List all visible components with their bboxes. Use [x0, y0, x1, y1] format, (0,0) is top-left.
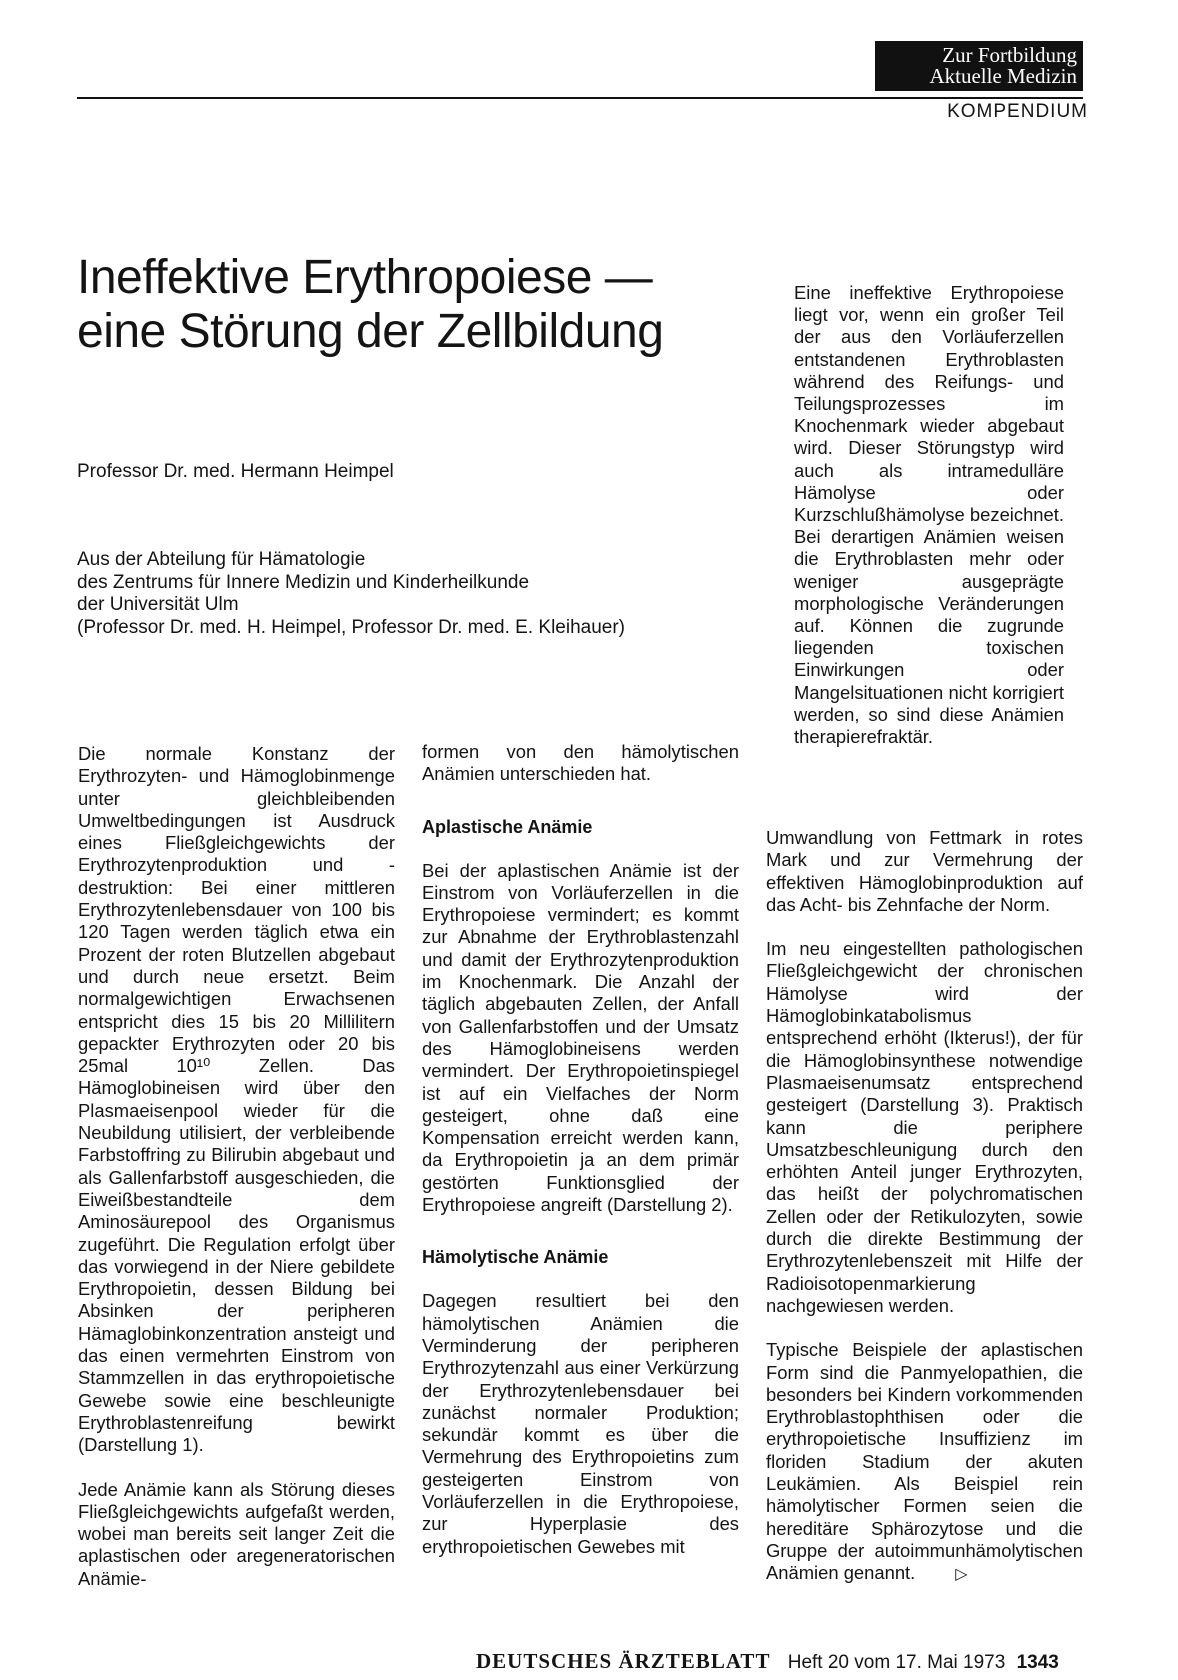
column-2	[422, 741, 739, 1580]
title-line-1: Ineffektive Erythropoiese —	[77, 251, 653, 304]
paragraph-text: Typische Beispiele der aplastischen Form sind die Panmyelopathien, die besonders bei Kindern vorkommenden Erythroblastophthisen oder die erythropoietische Insuffizienz im floriden Stadium der akuten Leukämien. Als Beispiel rein hämolytischer Formen seien die hereditäre Sphärozytose und die Gruppe der autoimmunhämolytischen Anämien genannt.	[766, 1339, 1083, 1584]
journal-name: DEUTSCHES ÄRZTEBLATT	[476, 1649, 771, 1673]
paragraph: Bei der aplastischen Anämie ist der Einstrom von Vorläuferzellen in die Erythropoiese vermindert; es kommt zur Abnahme der Erythroblastenzahl und damit der Erythrozytenproduktion im Knochenmark. Die Anzahl der täglich abgebauten Zellen, der Anfall von Gallenfarbstoffen und der Umsatz des Hämoglobineisens werden vermindert. Der Erythropoietinspiegel ist auf ein Vielfaches der Norm gesteigert, ohne daß eine Kompensation erreicht werden kann, da Erythropoietin ja an dem primär gestörten Funktionsglied der Erythropoiese angreift (Darstellung 2).	[422, 859, 739, 1216]
badge-line-2: Aktuelle Medizin	[929, 64, 1077, 88]
section-heading: Aplastische Anämie	[422, 816, 593, 837]
paragraph: formen von den hämolytischen Anämien unterschieden hat.	[422, 741, 739, 785]
abstract: Eine ineffektive Erythropoiese liegt vor, wenn ein großer Teil der aus den Vorläuferzellen entstandenen Erythroblasten während des Reifungs- und Teilungsprozesses im Knochenmark wieder abgebaut wird. Dieser Störungstyp wird auch als intramedulläre Hämolyse oder Kurzschlußhämolyse bezeichnet. Bei derartigen Anämien weisen die Erythroblasten mehr oder weniger ausgeprägte morphologische Veränderungen auf. Können die zugrunde liegenden toxischen Einwirkungen oder Mangelsituationen nicht korrigiert werden, so sind diese Anämien therapierefraktär.	[794, 282, 1064, 748]
affiliation-line: Aus der Abteilung für Hämatologie	[77, 549, 366, 570]
paragraph: Jede Anämie kann als Störung dieses Fließgleichgewichts aufgefaßt werden, wobei man bereits seit langer Zeit die aplastischen oder aregeneratorischen Anämie-	[78, 1478, 395, 1589]
section-heading: Hämolytische Anämie	[422, 1247, 609, 1268]
issue-info: Heft 20 vom 17. Mai 1973	[787, 1652, 1006, 1673]
title-line-2: eine Störung der Zellbildung	[77, 305, 664, 358]
paragraph	[766, 1339, 1083, 1586]
badge-line-1: Zur Fortbildung	[942, 43, 1077, 67]
footer	[476, 1649, 1059, 1674]
article-title	[77, 251, 737, 359]
column-3	[766, 827, 1083, 1609]
paragraph: Im neu eingestellten pathologischen Fließgleichgewicht der chronischen Hämolyse wird der Hämoglobinkatabolismus entsprechend erhöht (Ikterus!), der für die Hämoglobinsynthese notwendige Plasmaeisenumsatz entsprechend gesteigert (Darstellung 3). Praktisch kann die periphere Umsatzbeschleunigung durch den erhöhten Anteil junger Erythrozyten, das heißt der polychromatischen Zellen oder der Retikulozyten, sowie durch die direkte Bestimmung der Erythrozytenlebenszeit mit Hilfe der Radioisotopenmarkierung nachgewiesen werden.	[766, 938, 1083, 1316]
page-number: 1343	[1016, 1652, 1059, 1673]
affiliation	[77, 549, 625, 639]
section-badge	[875, 41, 1083, 91]
author: Professor Dr. med. Hermann Heimpel	[77, 461, 394, 482]
paragraph: Die normale Konstanz der Erythrozyten- und Hämoglobinmenge unter gleichbleibenden Umweltbedingungen ist Ausdruck eines Fließgleichgewichts der Erythrozytenproduktion und -destruktion: Bei einer mittleren Erythrozytenlebensdauer von 100 bis 120 Tagen werden täglich etwa ein Prozent der roten Blutzellen abgebaut und durch neue ersetzt. Beim normalgewichtigen Erwachsenen entspricht dies 15 bis 20 Millilitern gepackter Erythrozyten oder 20 bis 25mal 10¹⁰ Zellen. Das Hämoglobineisen wird über den Plasmaeisenpool wieder für die Neubildung utilisiert, der verbleibende Farbstoffring zu Bilirubin abgebaut und als Gallenfarbstoff ausgeschieden, die Eiweißbestandteile dem Aminosäurepool des Organismus zugeführt. Die Regulation erfolgt über das vorwiegend in der Niere gebildete Erythropoietin, dessen Bildung bei Absinken der peripheren Hämaglobinkonzentration ansteigt und das einen vermehrten Einstrom von Stammzellen in das erythropoietische Gewebe sowie eine beschleunigte Erythroblastenreifung bewirkt (Darstellung 1).	[78, 743, 395, 1456]
column-1	[78, 743, 395, 1612]
affiliation-line: der Universität Ulm	[77, 594, 239, 615]
continue-arrow-icon: ▷	[955, 1566, 968, 1584]
paragraph: Umwandlung von Fettmark in rotes Mark und zur Vermehrung der effektiven Hämoglobinproduktion auf das Acht- bis Zehnfache der Norm.	[766, 827, 1083, 915]
header-rule	[77, 97, 1083, 99]
paragraph: Dagegen resultiert bei den hämolytischen Anämien die Verminderung der peripheren Erythrozytenzahl aus einer Verkürzung der Erythrozytenlebensdauer bei zunächst normaler Produktion; sekundär kommt es über die Vermehrung des Erythropoietins zum gesteigerten Einstrom von Vorläuferzellen in die Erythropoiese, zur Hyperplasie des erythropoietischen Gewebes mit	[422, 1290, 739, 1557]
affiliation-line: des Zentrums für Innere Medizin und Kinderheilkunde	[77, 571, 530, 593]
affiliation-line: (Professor Dr. med. H. Heimpel, Professor Dr. med. E. Kleihauer)	[77, 616, 626, 638]
section-label: KOMPENDIUM	[947, 101, 1088, 122]
